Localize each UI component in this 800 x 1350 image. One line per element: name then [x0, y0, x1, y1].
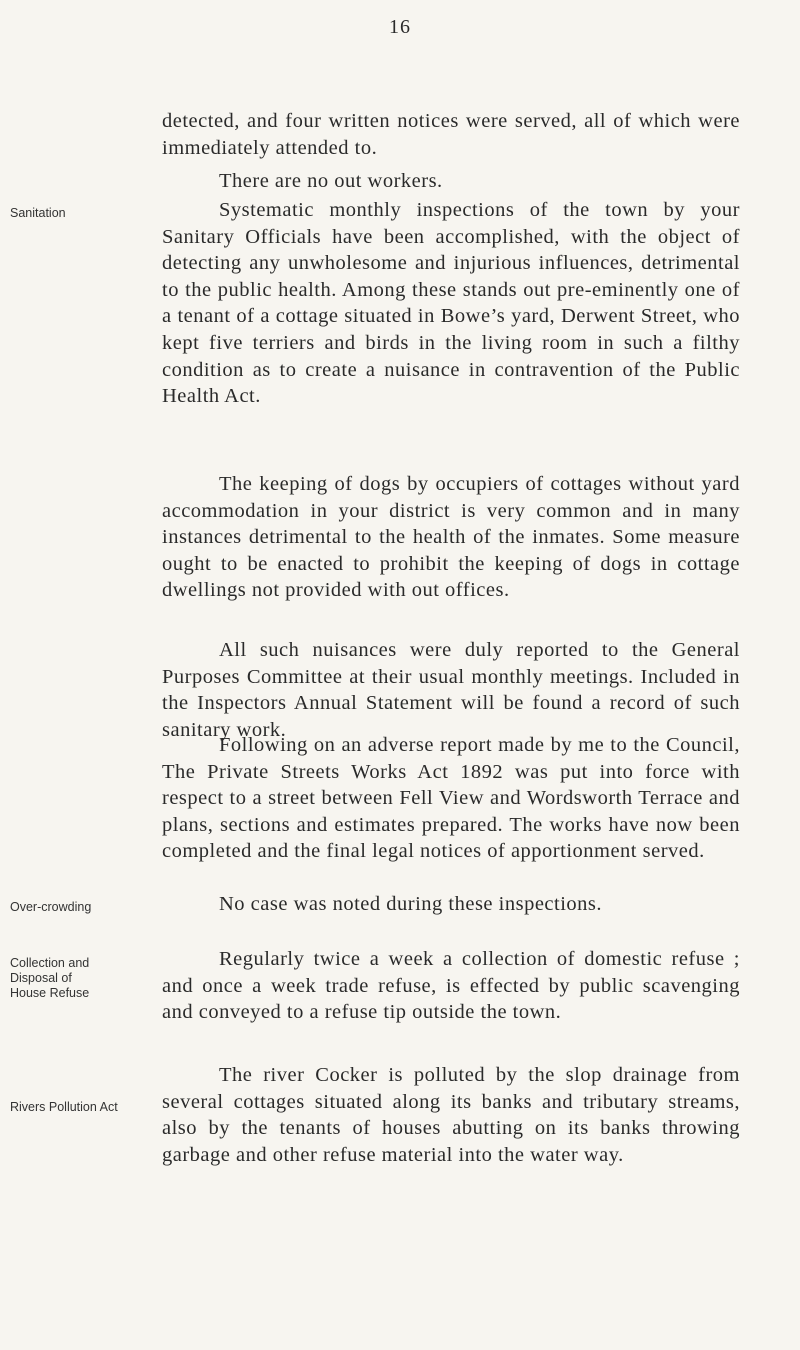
- paragraph-overcrowding: No case was noted during these inspections.: [219, 893, 603, 915]
- paragraph-sanitation: Systematic monthly inspections of the town by your Sanitary Officials have been accomplished, with the object of detecting any unwholesome and injurious influences, detrimental to the public health. Among these stands out pre-eminently one of a tenant of a cottage situated in Bowe’s yard, Derwent Street, who kept five terriers and birds in the living room in such a filthy condition as to create a nuisance in contravention of the Public Health Act.: [162, 199, 740, 408]
- paragraph-refuse: Regularly twice a week a collection of domestic refuse ; and once a week trade refuse, is effected by public scavenging and conveyed to a refuse tip outside the town.: [162, 948, 740, 1024]
- margin-note-overcrowding: Over-crowding: [10, 900, 92, 914]
- margin-note-rivers: Rivers Pollution Act: [10, 1100, 118, 1114]
- page-number: 16: [389, 16, 411, 38]
- paragraph-rivers: The river Cocker is polluted by the slop drainage from several cottages situated along its banks and tributary streams, also by the tenants of houses abutting on its banks throwing garbage and other refuse material into the water way.: [162, 1064, 740, 1166]
- paragraph-private-streets: Following on an adverse report made by me to the Council, The Private Streets Works Act 1892 was put into force with respect to a street between Fell View and Wordsworth Terrace and plans, sections and estimates prepared. The works have now been completed and the final legal notices of apportionment served.: [162, 734, 740, 863]
- paragraph-detected: detected, and four written notices were served, all of which were immediately attended to.: [162, 110, 740, 159]
- paragraph-dogs: The keeping of dogs by occupiers of cottages without yard accommodation in your district is very common and in many instances detrimental to the health of the inmates. Some measure ought to be enacted to prohibit the keeping of dogs in cottage dwellings not provided with out offices.: [162, 473, 740, 602]
- margin-note-sanitation: Sanitation: [10, 206, 66, 220]
- paragraph-out-workers: There are no out workers.: [219, 170, 443, 192]
- paragraph-nuisances: All such nuisances were duly reported to the General Purposes Committee at their usual monthly meetings. Included in the Inspectors Annual Statement will be found a record of such sanitary work.: [162, 639, 740, 741]
- margin-note-collection: Collection and Disposal of House Refuse: [10, 956, 90, 1000]
